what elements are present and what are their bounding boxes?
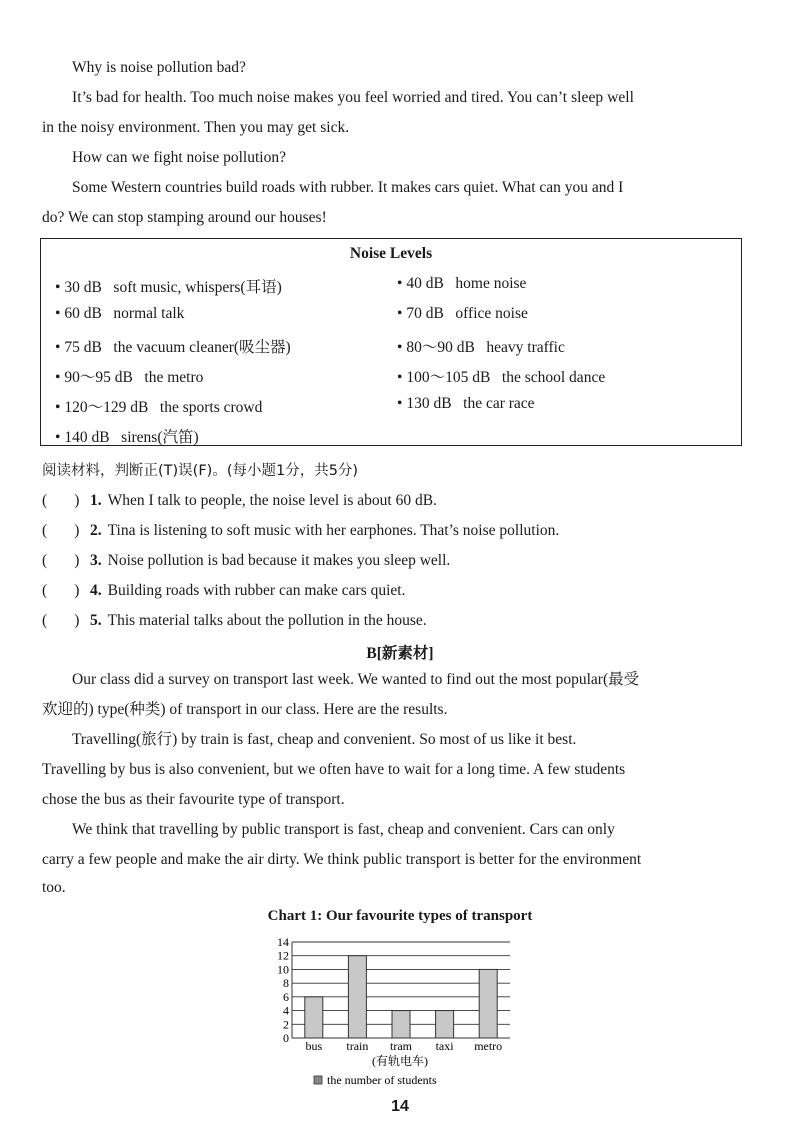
legend-swatch (314, 1076, 322, 1084)
tram-note: (有轨电车) (372, 1054, 428, 1068)
noise-level-source: normal talk (113, 305, 185, 322)
y-tick-label: 6 (283, 989, 289, 1004)
noise-level-source: the car race (463, 395, 535, 412)
noise-level-item: • 90～95 dB the metro (55, 369, 204, 386)
passage-a-line: How can we fight noise pollution? (72, 149, 286, 166)
passage-a-line: Why is noise pollution bad? (72, 59, 246, 76)
noise-level-item: • 30 dB soft music, whispers(耳语) (55, 279, 282, 296)
noise-level-value: 90～95 dB (64, 369, 133, 386)
question-item (42, 612, 427, 630)
noise-level-value: 130 dB (406, 395, 452, 412)
question-text: Noise pollution is bad because it makes you sleep well. (107, 552, 451, 569)
y-tick-label: 4 (283, 1003, 289, 1018)
passage-b-line: Travelling(旅行) by train is fast, cheap and convenient. So most of us like it best. (72, 731, 577, 748)
passage-b-line: We think that travelling by public transport is fast, cheap and convenient. Cars can only (72, 821, 615, 838)
question-number: 3. (90, 552, 102, 569)
chart-y-ticks (277, 935, 289, 1045)
x-tick-label: taxi (435, 1039, 454, 1053)
bar-tram (392, 1011, 410, 1038)
y-tick-label: 8 (283, 976, 289, 991)
question-text: This material talks about the pollution in the house. (107, 612, 427, 629)
question-item (42, 522, 559, 540)
noise-level-source: soft music, whispers(耳语) (113, 279, 282, 296)
bar-metro (479, 969, 497, 1038)
noise-level-value: 40 dB (406, 275, 444, 292)
question-item (42, 492, 437, 510)
noise-level-source: the vacuum cleaner(吸尘器) (113, 339, 291, 356)
passage-a-line: Some Western countries build roads with rubber. It makes cars quiet. What can you and I (72, 179, 624, 196)
bar-train (348, 956, 366, 1038)
answer-blank[interactable]: ( ) (42, 522, 80, 539)
question-number: 2. (90, 522, 102, 539)
question-text: When I talk to people, the noise level is about 60 dB. (107, 492, 437, 509)
passage-b-line: Travelling by bus is also convenient, but we often have to wait for a long time. A few students (42, 761, 626, 778)
noise-level-source: heavy traffic (486, 339, 565, 356)
passage-a-line: do? We can stop stamping around our houses! (42, 209, 327, 226)
noise-level-value: 100～105 dB (406, 369, 491, 386)
transport-bar-chart (270, 930, 530, 1092)
noise-level-value: 75 dB (64, 339, 102, 356)
question-item (42, 552, 450, 570)
noise-level-item: • 140 dB sirens(汽笛) (55, 429, 199, 446)
instructions: 阅读材料，判断正(T)误(F)。(每小题1分，共5分) (42, 463, 359, 479)
legend-label: the number of students (327, 1073, 437, 1087)
passage-b-line: too. (42, 879, 66, 896)
noise-level-item: • 60 dB normal talk (55, 305, 185, 322)
noise-level-source: the metro (144, 369, 204, 386)
chart-title: Chart 1: Our favourite types of transport (267, 908, 533, 924)
noise-levels-title: Noise Levels (349, 245, 433, 262)
y-tick-label: 10 (277, 962, 289, 977)
noise-level-item: • 40 dB home noise (397, 275, 527, 292)
noise-level-value: 30 dB (64, 279, 102, 296)
noise-level-value: 60 dB (64, 305, 102, 322)
question-item (42, 582, 406, 600)
y-tick-label: 14 (277, 935, 289, 949)
noise-level-item: • 80～90 dB heavy traffic (397, 339, 565, 356)
chart-x-ticks (305, 1039, 502, 1053)
x-tick-label: bus (305, 1039, 323, 1053)
question-number: 5. (90, 612, 102, 629)
noise-level-source: sirens(汽笛) (121, 429, 199, 446)
x-tick-label: tram (390, 1039, 412, 1053)
question-number: 1. (90, 492, 102, 509)
page-number: 14 (391, 1098, 409, 1115)
noise-level-source: home noise (455, 275, 527, 292)
passage-a-line: in the noisy environment. Then you may get sick. (42, 119, 350, 136)
question-text: Tina is listening to soft music with her earphones. That’s noise pollution. (107, 522, 560, 539)
passage-b-line: carry a few people and make the air dirty. We think public transport is better for the environment (42, 851, 642, 868)
answer-blank[interactable]: ( ) (42, 492, 80, 509)
section-b-heading: B[新素材] (366, 645, 434, 662)
noise-level-value: 140 dB (64, 429, 110, 446)
noise-level-source: the sports crowd (159, 399, 263, 416)
x-tick-label: metro (474, 1039, 503, 1053)
noise-level-item: • 120～129 dB the sports crowd (55, 399, 263, 416)
noise-level-source: office noise (455, 305, 528, 322)
noise-level-value: 120～129 dB (64, 399, 149, 416)
noise-level-item: • 130 dB the car race (397, 395, 535, 412)
noise-level-value: 70 dB (406, 305, 444, 322)
noise-level-item: • 75 dB the vacuum cleaner(吸尘器) (55, 339, 291, 356)
y-tick-label: 2 (283, 1017, 289, 1032)
noise-level-item: • 70 dB office noise (397, 305, 528, 322)
noise-level-value: 80～90 dB (406, 339, 475, 356)
passage-a-line: It’s bad for health. Too much noise makes you feel worried and tired. You can’t sleep well (72, 89, 634, 106)
bar-bus (305, 997, 323, 1038)
x-tick-label: train (346, 1039, 369, 1053)
bar-taxi (436, 1011, 454, 1038)
y-tick-label: 0 (283, 1031, 289, 1045)
passage-b-line: chose the bus as their favourite type of transport. (42, 791, 345, 808)
passage-b-line: 欢迎的) type(种类) of transport in our class. Here are the results. (42, 701, 448, 718)
answer-blank[interactable]: ( ) (42, 612, 80, 629)
noise-levels-box (40, 238, 742, 446)
question-text: Building roads with rubber can make cars quiet. (107, 582, 406, 599)
answer-blank[interactable]: ( ) (42, 552, 80, 569)
question-number: 4. (90, 582, 102, 599)
passage-b-line: Our class did a survey on transport last week. We wanted to find out the most popular(最受 (72, 671, 640, 688)
y-tick-label: 12 (277, 948, 289, 963)
noise-level-source: the school dance (501, 369, 606, 386)
answer-blank[interactable]: ( ) (42, 582, 80, 599)
noise-level-item: • 100～105 dB the school dance (397, 369, 606, 386)
